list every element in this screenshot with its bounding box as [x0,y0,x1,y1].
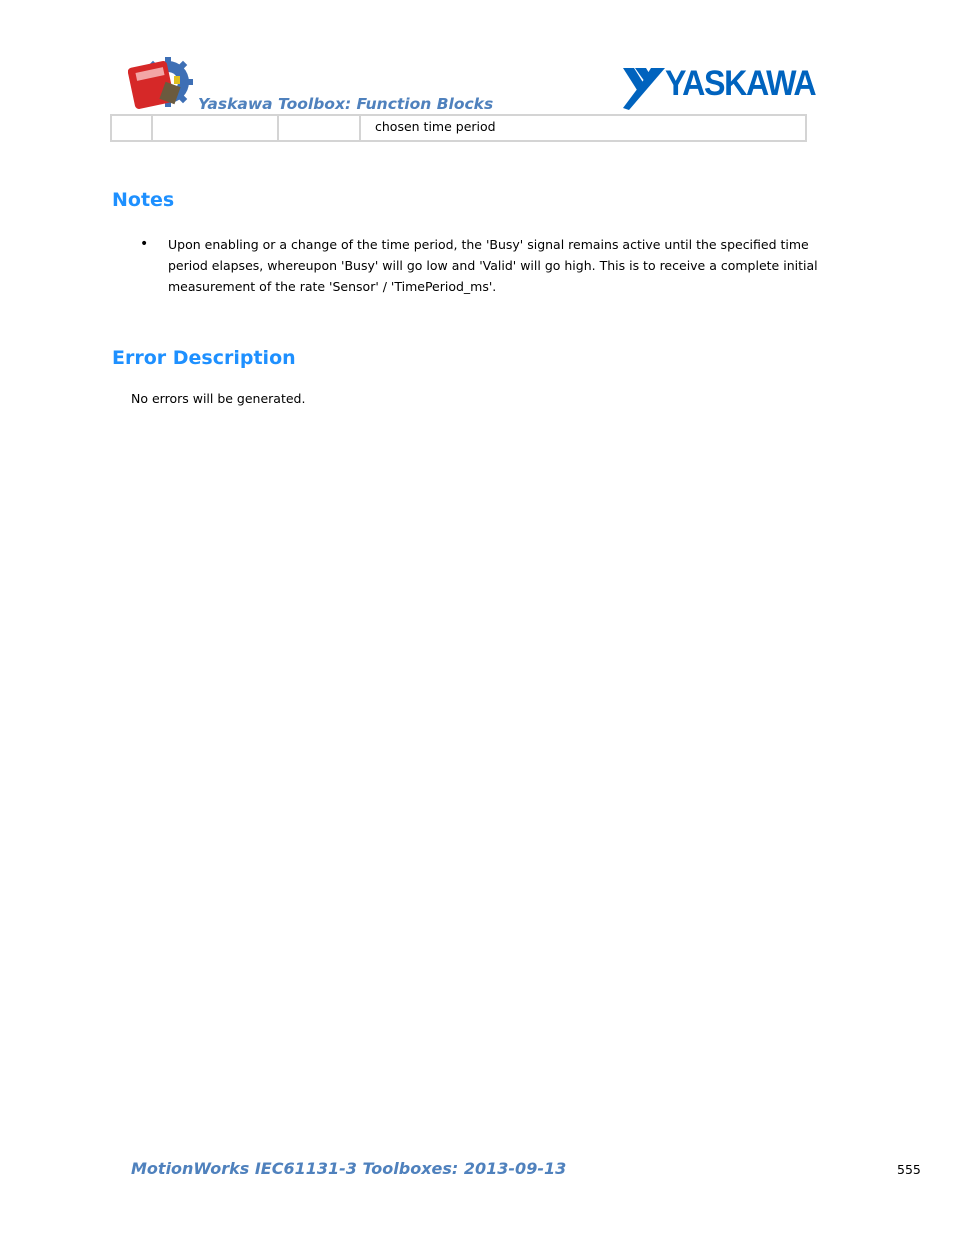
table-row [112,116,805,140]
bullet-icon: • [140,236,149,252]
header-title: Yaskawa Toolbox: Function Blocks [198,95,494,113]
error-description-text: No errors will be generated. [131,391,306,406]
parameter-table [110,114,807,142]
table-cell [112,116,151,140]
note-text: Upon enabling or a change of the time period, the 'Busy' signal remains active until the specified time period elapses, whereupon 'Busy' will go low and 'Valid' will go high. This is to receive a complete initial measurement of the rate 'Sensor' / 'TimePeriod_ms'. [168,237,818,294]
yaskawa-emblem-icon [621,66,669,112]
footer-title: MotionWorks IEC61131-3 Toolboxes: 2013-09-13 [131,1159,567,1178]
yaskawa-wordmark: YASKAWA [665,64,816,103]
table-cell [151,116,277,140]
toolbox-logo-icon [128,54,200,114]
yaskawa-logo [621,66,845,112]
table-cell: chosen time period [359,116,805,140]
error-description-heading: Error Description [112,347,296,369]
table-cell [277,116,359,140]
list-item [140,234,840,297]
notes-list [140,234,840,297]
page-number: 555 [897,1162,921,1177]
notes-heading: Notes [112,189,175,211]
